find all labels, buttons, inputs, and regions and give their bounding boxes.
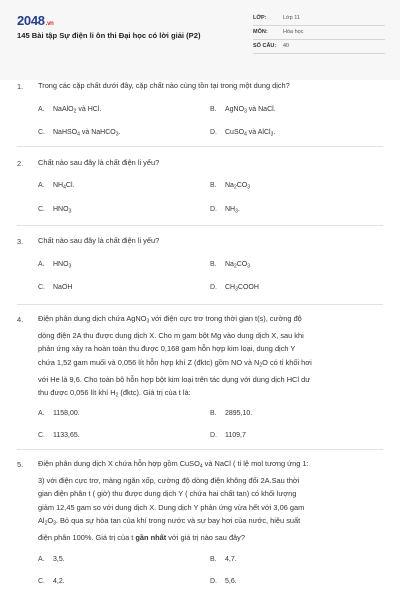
question-number: 3. <box>17 237 24 246</box>
option-b[interactable] <box>210 261 250 270</box>
divider <box>17 146 383 147</box>
option-text: NaAlO$_2$ và HCl. <box>53 106 102 115</box>
option-letter: B. <box>210 106 217 113</box>
question-line: phản ứng xảy ra hoàn toàn thu được 0,168 gam hỗn hợp kim loại, dung dịch Y <box>38 344 296 354</box>
question-text <box>38 312 383 403</box>
option-letter: A. <box>38 182 45 189</box>
option-text: 1133,65. <box>53 432 80 439</box>
option-letter: B. <box>210 182 217 189</box>
question-text <box>38 156 383 169</box>
question-line: giảm 12,45 gam so với dung dịch X. Dung dịch Y phản ứng vừa hết với 3,06 gam <box>38 502 305 512</box>
option-text: CuSO$_4$ và AlCl$_3$. <box>225 129 276 138</box>
divider <box>17 225 383 226</box>
question-line: gian điện phân t ( giờ) thu được dung dịch Y ( chứa hai chất tan) có khối lượng <box>38 489 297 499</box>
page-header <box>0 0 400 80</box>
option-b[interactable] <box>210 182 250 191</box>
meta-subject: MÔN: Hóa học <box>253 26 385 40</box>
divider <box>17 449 383 450</box>
question-number: 1. <box>17 82 24 91</box>
option-text: $Na_2CO_3$ <box>225 182 251 191</box>
option-b[interactable] <box>210 106 276 115</box>
option-letter: D. <box>210 432 217 439</box>
option-text: 1158,00. <box>53 410 80 417</box>
option-text: 4,2. <box>53 578 65 585</box>
option-letter: D. <box>210 206 217 213</box>
option-d[interactable] <box>210 578 237 585</box>
option-letter: B. <box>210 556 217 563</box>
option-letter: C. <box>38 129 45 136</box>
option-text: 2895,10. <box>225 410 253 417</box>
option-text: $NH_4Cl$. <box>53 182 75 191</box>
option-letter: A. <box>38 106 45 113</box>
option-text: $HNO_3$ <box>53 206 72 215</box>
option-text: 4,7. <box>225 556 237 563</box>
question-line: $Al_2O_3$. Bỏ qua sự hòa tan của khí trong nước và sự bay hơi của nước, hiệu suất <box>38 516 301 527</box>
option-c[interactable] <box>38 129 120 138</box>
option-c[interactable] <box>38 284 72 291</box>
option-text: 1109,7 <box>225 432 246 439</box>
divider <box>17 304 383 305</box>
question-line: Chất nào sau đây là chất điện li yếu? <box>38 158 160 167</box>
option-letter: A. <box>38 556 45 563</box>
site-logo[interactable]: 2048.vn <box>17 13 54 28</box>
option-letter: D. <box>210 578 217 585</box>
option-text: $CH_3COOH$ <box>225 284 259 293</box>
question-number: 4. <box>17 315 24 324</box>
question-line: với He là 9,6. Cho toàn bộ hỗn hợp bột kim loại trên tác dụng với dung dịch HCl dư <box>38 374 311 384</box>
question-text <box>38 234 383 247</box>
option-c[interactable] <box>38 206 71 215</box>
option-d[interactable] <box>210 206 240 215</box>
option-d[interactable] <box>210 432 246 439</box>
question-line: Trong các cặp chất dưới đây, cặp chất nào cùng tồn tại trong một dung dịch? <box>38 81 290 90</box>
option-c[interactable] <box>38 432 80 439</box>
option-letter: A. <box>38 261 45 268</box>
question-line: Chất nào sau đây là chất điện li yếu? <box>38 236 160 245</box>
option-text: AgNO$_3$ và NaCl. <box>225 106 276 115</box>
option-letter: C. <box>38 206 45 213</box>
question-line: 3) với điện cực trơ, màng ngăn xốp, cường độ dòng điện không đổi 2A.Sau thời <box>38 475 300 485</box>
option-text: $HNO_3$ <box>53 261 72 270</box>
question-line: điện phân 100%. Giá trị của t gần nhất với giá trị nào sau đây? <box>38 533 245 543</box>
option-letter: D. <box>210 284 217 291</box>
question-line: Điện phân dung dịch X chứa hỗn hợp gồm CuSO$_4$ và NaCl ( tỉ lệ mol tương ứng 1: <box>38 459 309 470</box>
option-letter: B. <box>210 261 217 268</box>
question-number: 2. <box>17 159 24 168</box>
question-text <box>38 79 383 92</box>
document-title: 145 Bài tập Sự điện li ôn thi Đại học có lời giải (P2) <box>17 31 201 40</box>
option-d[interactable] <box>210 129 275 138</box>
question-line: Điện phân dung dịch chứa AgNO$_3$ với điện cực trơ trong thời gian t(s), cường độ <box>38 314 302 325</box>
question-line: thu được 0,056 lít khí $H_2$ (đktc). Giá trị của t là: <box>38 388 191 399</box>
option-letter: A. <box>38 410 45 417</box>
meta-grade: LỚP: Lớp 11 <box>253 12 385 26</box>
option-text: $NH_3$. <box>225 206 240 215</box>
option-a[interactable] <box>38 106 101 115</box>
option-text: 5,6. <box>225 578 237 585</box>
option-a[interactable] <box>38 261 71 270</box>
option-text: $Na_2CO_3$ <box>225 261 251 270</box>
question-line: chứa 1,52 gam muối và 0,056 lít hỗn hợp khí Z (đktc) gồm NO và $N_2O$ có tỉ khối hơi <box>38 357 312 369</box>
option-c[interactable] <box>38 578 65 585</box>
option-letter: C. <box>38 578 45 585</box>
meta-question-count: SỐ CÂU: 40 <box>253 40 385 54</box>
option-b[interactable] <box>210 410 252 417</box>
option-d[interactable] <box>210 284 259 293</box>
option-a[interactable] <box>38 556 65 563</box>
question-text <box>38 457 383 544</box>
question-number: 5. <box>17 460 24 469</box>
option-text: NaHSO$_4$ và NaHCO$_3$. <box>53 129 121 138</box>
option-letter: C. <box>38 284 45 291</box>
option-text: NaOH <box>53 284 73 291</box>
option-a[interactable] <box>38 410 80 417</box>
option-a[interactable] <box>38 182 74 191</box>
option-b[interactable] <box>210 556 237 563</box>
option-letter: B. <box>210 410 217 417</box>
option-letter: C. <box>38 432 45 439</box>
option-letter: D. <box>210 129 217 136</box>
option-text: 3,5. <box>53 556 65 563</box>
question-line: dòng điện 2A thu được dung dịch X. Cho m gam bột Mg vào dung dịch X, sau khi <box>38 330 304 340</box>
